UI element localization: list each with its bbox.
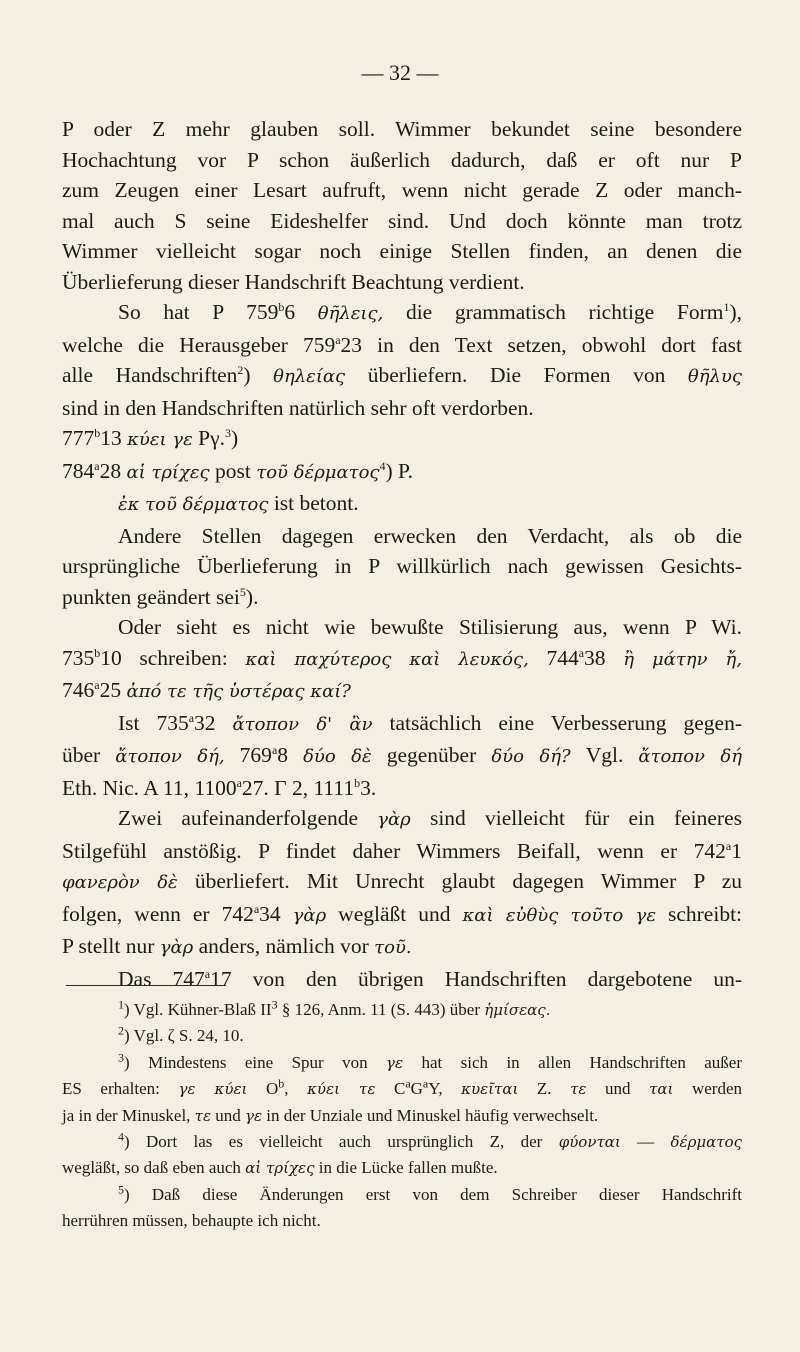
greek-text: γὰρ [159,937,194,958]
footnote-ref: 2 [237,362,244,377]
greek-text: ἐκ τοῦ δέρματος [118,494,269,515]
page-number: — 32 — [361,60,439,85]
footnote-ref: 1 [723,299,730,314]
text-line: welche die Herausgeber 759$^a$23 in den Text setzen, obwohl dort fast [62,332,743,357]
paragraph-3 [62,521,742,613]
greek-text: κύει γε [127,429,193,450]
text-line: Zwei aufeinanderfolgende γὰρ sind vielleicht für ein feineres [118,806,742,830]
example-line-777b13: 777$^b$13 κύει γε Pγ.$^3$) [62,425,239,450]
greek-text: ἢ μάτην ἤ, [623,648,743,670]
greek-text: ται [649,1080,674,1099]
greek-text: αἱ τρίχες [126,461,210,483]
text-line: 746$^a$25 ἀπό τε τῆς ὑστέρας καί? [62,677,351,702]
greek-text: ἡμίσεας. [484,1001,551,1019]
footnote-2: $^2$) Vgl. ζ S. 24, 10. [118,1023,244,1046]
paragraph-4 [62,612,742,708]
example-line-784a28: 784$^a$28 αἱ τρίχες post τοῦ δέρματος$^4$) P. [62,458,413,483]
greek-text: θηλείας [273,366,346,387]
greek-text: τε [194,1106,212,1125]
text-line: Wimmer vielleicht sogar noch einige Stellen finden, an denen die [62,239,742,263]
text-line: ES erhalten: γε κύει $O^b$, κύει τε $C^aG^aY$, κυεῖται Z. τε und ται werden [62,1076,743,1099]
text-line: wegläßt, so daß eben auch αἱ τρίχες in die Lücke fallen mußte. [62,1158,498,1178]
text-line: folgen, wenn er 742$^a$34 γὰρ wegläßt und καὶ εὐθὺς τοῦτο γε schreibt: [62,901,743,926]
greek-text: ἄτοπον δή [638,746,743,767]
greek-text: τε [570,1080,587,1099]
paragraph-2 [62,297,742,423]
text-line: Das 747$^a$17 von den übrigen Handschriften dargebotene un- [118,966,742,991]
text-line: Andere Stellen dagegen erwecken den Verdacht, als ob die [118,523,742,548]
text-line: $^4$) Dort las es vielleicht auch ursprünglich Z, der φύονται — δέρματος [118,1129,743,1152]
greek-text: αἱ τρίχες [245,1159,315,1178]
greek-text: γὰρ [377,809,411,830]
text-line: mal auch S seine Eideshelfer sind. Und doch könnte man trotz [62,208,742,233]
text-line: $^5$) Daß diese Änderungen erst von dem Schreiber dieser Handschrift [118,1182,742,1204]
paragraph-5 [62,708,742,804]
text-line: Eth. Nic. A 11, 1100$^a$27. Γ 2, 1111$^b$3. [62,775,377,800]
text-line: 735$^b$10 schreiben: καὶ παχύτερος καὶ λευκός, 744$^a$38 ἢ μάτην ἤ, [62,645,743,670]
greek-text: θῆλεις, [317,303,384,324]
footnote-1: $^1$) Vgl. Kühner-Blaß $II^3$ § 126, Anm. 11 (S. 443) über ἡμίσεας. [118,997,551,1019]
text-line: Überlieferung dieser Handschrift Beachtung verdient. [62,269,525,294]
greek-text: γὰρ [292,904,327,926]
greek-text: τοῦ δέρματος [256,461,380,483]
greek-text: γε κύει [178,1080,248,1099]
greek-text: γε [245,1106,263,1125]
text-line: Hochachtung vor P schon äußerlich dadurch, daß er oft nur P [62,147,742,172]
greek-text: φύονται [558,1133,621,1152]
text-line: P stellt nur γὰρ anders, nämlich vor τοῦ. [62,934,412,958]
text-line: sind in den Handschriften natürlich sehr oft verdorben. [62,395,534,420]
footnote-divider [66,985,226,986]
text-line: ja in der Minuskel, τε und γε in der Unziale und Minuskel häufig verwechselt. [62,1105,599,1125]
text-line: φανερὸν δὲ überliefert. Mit Unrecht glaubt dagegen Wimmer P zu [62,869,742,893]
footnote-5 [62,1182,742,1235]
greek-text: κύει τε [307,1080,376,1099]
greek-text: φανερὸν δὲ [62,872,178,893]
greek-text: δύο δὲ [303,746,372,767]
greek-text: ἄτοπον δή, [115,746,225,767]
paragraph-6 [62,803,742,964]
greek-text: γε [386,1053,404,1072]
text-line: alle Handschriften$^2$) θηλείας überliefern. Die Formen von θῆλυς [62,362,742,387]
text-line: Stilgefühl anstößig. P findet daher Wimmers Beifall, wenn er 742$^a$1 [62,838,742,863]
greek-text: τοῦ. [374,937,412,958]
greek-text: ἄτοπον δ' ἂν [232,713,373,735]
footnotes [62,997,742,1235]
greek-text: κυεῖται [461,1080,519,1099]
greek-text: καὶ παχύτερος καὶ λευκός, [245,648,529,670]
text-line: herrühren müssen, behaupte ich nicht. [62,1211,321,1231]
example-line-betont: ἐκ τοῦ δέρματος ist betont. [118,491,359,515]
footnote-3 [62,1050,742,1129]
text-line: zum Zeugen einer Lesart aufruft, wenn nicht gerade Z oder manch- [62,178,742,202]
paragraph-1 [62,114,742,297]
footnote-ref: 4 [379,458,386,473]
greek-text: καὶ εὐθὺς τοῦτο γε [462,904,656,926]
text-line: ursprüngliche Überlieferung in P willkürlich nach gewissen Gesichts- [62,554,742,578]
main-text [62,114,742,994]
text-line: So hat P 759$^b$6 θῆλεις, die grammatisch richtige Form$^1$), [118,299,742,324]
footnote-ref: 5 [239,584,246,599]
text-line: P oder Z mehr glauben soll. Wimmer bekundet seine besondere [62,117,742,141]
footnote-ref: 3 [224,425,231,440]
greek-text: δύο δή? [491,746,571,767]
text-line: punkten geändert sei$^5$). [62,584,259,609]
text-line: Ist 735$^a$32 ἄτοπον δ' ἂν tatsächlich eine Verbesserung gegen- [118,710,743,735]
greek-text: δέρματος [670,1133,743,1152]
greek-text: θῆλυς [687,366,742,387]
text-line: über ἄτοπον δή, 769$^a$8 δύο δὲ gegenüber δύο δή? Vgl. ἄτοπον δή [62,742,743,767]
text-line: Oder sieht es nicht wie bewußte Stilisierung aus, wenn P Wi. [118,615,742,639]
footnote-4 [62,1129,742,1182]
text-line: $^3$) Mindestens eine Spur von γε hat sich in allen Handschriften außer [118,1050,742,1072]
paragraph-7 [62,964,742,995]
greek-text: ἀπό τε τῆς ὑστέρας καί? [126,681,351,702]
